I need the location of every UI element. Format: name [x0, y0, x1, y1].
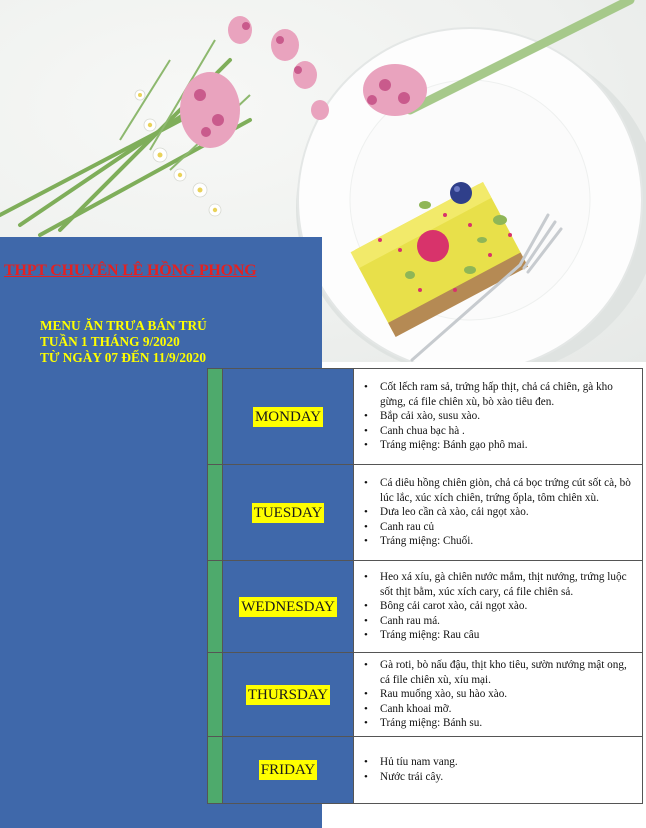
dish-item: • Tráng miệng: Bánh gạo phô mai. — [380, 438, 636, 453]
day-cell — [223, 465, 354, 561]
row-accent-strip — [208, 737, 223, 804]
table-row-wednesday — [208, 561, 643, 653]
dish-item: • Hủ tíu nam vang. — [380, 755, 636, 770]
dish-item: • Canh chua bạc hà . — [380, 424, 636, 439]
weekly-menu-table — [207, 368, 643, 804]
dishes-cell-tuesday — [354, 465, 643, 561]
dish-item: • Cá diêu hồng chiên giòn, chả cá bọc trứng cút sốt cà, bò lúc lắc, xúc xích chiên, trứng ốpla, tôm chiên xù. — [380, 476, 636, 505]
table-row-tuesday — [208, 465, 643, 561]
row-accent-strip — [208, 561, 223, 653]
dishes-cell-monday — [354, 369, 643, 465]
dish-item: • Tráng miệng: Chuối. — [380, 534, 636, 549]
menu-heading — [40, 318, 320, 366]
menu-week: TUẦN 1 THÁNG 9/2020 — [40, 334, 180, 349]
dishes-cell-thursday — [354, 653, 643, 737]
menu-date-range: TỪ NGÀY 07 ĐẾN 11/9/2020 — [40, 350, 206, 365]
day-cell — [223, 369, 354, 465]
school-name: THPT CHUYÊN LÊ HỒNG PHONG — [4, 262, 257, 279]
dish-item: • Tráng miệng: Bánh su. — [380, 716, 636, 731]
dish-item: • Rau muống xào, su hào xào. — [380, 687, 636, 702]
dish-item: • Bông cải carot xào, cải ngọt xào. — [380, 599, 636, 614]
day-cell — [223, 737, 354, 804]
dish-item: • Heo xá xíu, gà chiên nước mắm, thịt nướng, trứng luộc sốt thịt bằm, xúc xích cary, cá file chiên sả. — [380, 570, 636, 599]
table-row-thursday — [208, 653, 643, 737]
day-label-monday: MONDAY — [254, 408, 322, 425]
menu-title: MENU ĂN TRƯA BÁN TRÚ — [40, 318, 207, 333]
dish-item: • Tráng miệng: Rau câu — [380, 628, 636, 643]
dishes-cell-wednesday — [354, 561, 643, 653]
day-label-thursday: THURSDAY — [247, 686, 329, 703]
dish-item: • Cốt lếch ram sả, trứng hấp thịt, chả cá chiên, gà kho gừng, cá file chiên xù, bò xào tiêu đen. — [380, 380, 636, 409]
dish-item: • Bắp cải xào, susu xào. — [380, 409, 636, 424]
table-row-monday — [208, 369, 643, 465]
table-row-friday — [208, 737, 643, 804]
day-cell — [223, 561, 354, 653]
dishes-cell-friday — [354, 737, 643, 804]
row-accent-strip — [208, 465, 223, 561]
dish-item: • Canh khoai mỡ. — [380, 702, 636, 717]
row-accent-strip — [208, 653, 223, 737]
dish-item: • Canh rau củ — [380, 520, 636, 535]
dish-item: • Canh rau má. — [380, 614, 636, 629]
row-accent-strip — [208, 369, 223, 465]
day-cell — [223, 653, 354, 737]
dish-item: • Dưa leo cần cà xào, cải ngọt xào. — [380, 505, 636, 520]
dish-item: • Nước trái cây. — [380, 770, 636, 785]
dish-item: • Gà roti, bò nấu đậu, thịt kho tiêu, sườn nướng mật ong, cá file chiên xù, xíu mại. — [380, 658, 636, 687]
day-label-friday: FRIDAY — [260, 762, 316, 778]
day-label-tuesday: TUESDAY — [253, 504, 323, 521]
day-label-wednesday: WEDNESDAY — [241, 598, 335, 615]
